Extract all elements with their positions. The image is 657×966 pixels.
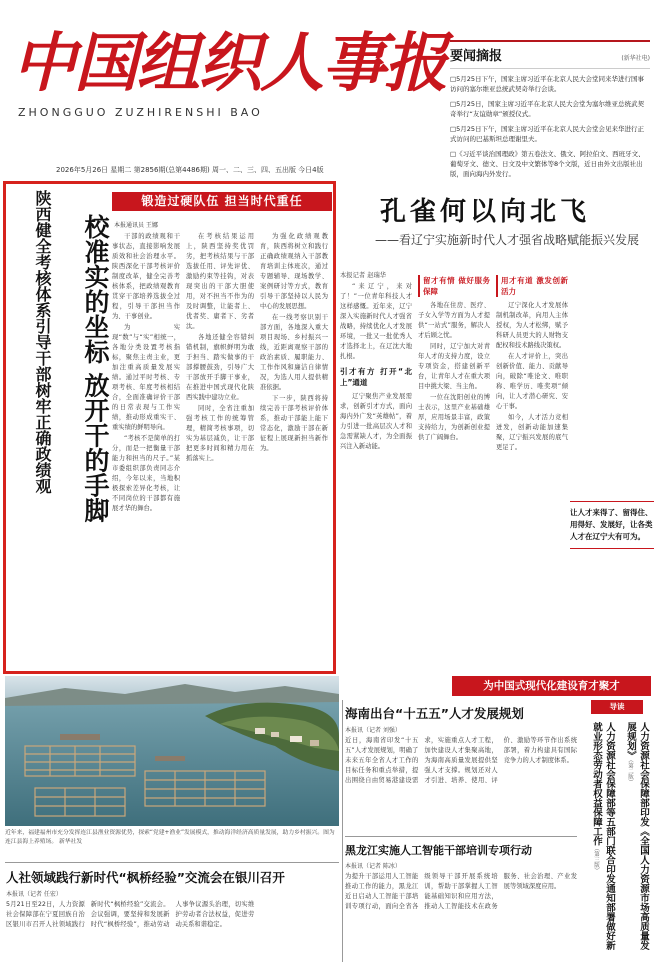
lead-column-2: 在考核结果运用上，陕西坚持奖优罚劣，把考核结果与干部选拔任用、评先评优、激励约束等挂钩，对表现突出的干部大胆使用，对不担当不作为的及时调整，让能者上、优者奖、庸者下、劣者汰。 各地还健全容错纠错机制，旗帜鲜明为敢于担当、踏实做事的干部撑腰鼓劲，引导广大干部放开手脚干事业，在推进中国式现代化陕西实践中建功立业。 同时，全省注重加强考核工作的统筹管理，精简考核事项，切实为基层减负，让干部把更多时间和精力用在抓落实上。	[186, 233, 254, 462]
story-body: 5月21日至22日，人力资源社会保障部在宁夏回族自治区银川市召开人社领域践行新时代“枫桥经验”交流会。会议强调，要坚持和发展新时代“枫桥经验”，推动劳动人事争议源头治理，切实维护劳动者合法权益，促进劳动关系和谐稳定。	[6, 901, 255, 928]
story-byline: 本报讯（记者 刘强）	[345, 727, 401, 734]
story-headline[interactable]: 黑龙江实施人工智能干部培训专项行动	[345, 844, 532, 857]
story-headline[interactable]: 海南出台“十五五”人才发展规划	[345, 706, 524, 721]
lead-subtitle: 陕西健全考核体系引导干部树牢正确政绩观	[33, 190, 52, 494]
digest-item[interactable]: □5月25日下午，国家主席习近平在北京人民大会堂会见来华进行正式访问的巴基斯坦总理谢里夫。	[450, 125, 645, 143]
digest-title: 要闻摘报	[450, 49, 503, 64]
newspaper-title: 中国组织人事报	[12, 26, 446, 101]
feature-headline[interactable]: 孔雀何以向北飞	[380, 197, 591, 227]
story-divider	[345, 836, 577, 837]
digest-source: (新华社电)	[621, 55, 650, 62]
section-banner: 为中国式现代化建设育才聚才	[452, 676, 651, 696]
photo-caption: 近年来，福建福州市充分发挥连江县渔业资源优势，探索“党建+渔业”发展模式，推动海洋经济高质量发展，助力乡村振兴。图为连江县海上养殖场。 新华社发	[5, 830, 335, 845]
digest-item[interactable]: □5月25日，国家主席习近平在北京人民大会堂为塞尔维亚总统武契奇举行“友谊勋章”颁授仪式。	[450, 100, 645, 118]
story-yinchuan[interactable]	[6, 868, 339, 962]
feature-subtitle: ——看辽宁实施新时代人才强省战略赋能振兴发展	[375, 233, 640, 247]
feature-section-head: 留才有情 做好服务保障	[418, 275, 490, 297]
story-body: 近日，海南省印发“十五五”人才发展规划，明确了未来五年全省人才工作的目标任务和重点举措，提出围绕自由贸易港建设需求，实施重点人才工程，加快建设人才集聚高地，为海南高质量发展提供坚强人才支撑。规划还对人才引进、培养、使用、评价、激励等环节作出系统部署，着力构建具有国际竞争力的人才制度体系。	[345, 737, 577, 784]
feature-section-head: 用才有道 激发创新活力	[496, 275, 568, 297]
guide-box	[582, 700, 652, 962]
story-headline[interactable]: 人社领域践行新时代“枫桥经验”交流会在银川召开	[6, 870, 285, 885]
lead-headline[interactable]: 校准实的坐标 放开干的手脚	[81, 214, 110, 523]
digest-item[interactable]: □《习近平谈治国理政》第五卷法文、俄文、阿拉伯文、西班牙文、葡萄牙文、德文、日文及中文繁体等8个文版，近日由外文出版社出版，面向海内外发行。	[450, 150, 645, 178]
feature-column-2: 留才有情 做好服务保障 各地在住房、医疗、子女入学等方面为人才提供“一站式”服务，解决人才后顾之忧。 同时，辽宁加大对青年人才的支持力度，设立专项资金，搭建创新平台，让青年人才在重大项目中挑大梁、当主角。 一位在沈阳创业的博士表示，这里产业基础雄厚，应用场景丰富，政策支持给力，为创新创业提供了广阔舞台。	[418, 276, 490, 441]
feature-section-head: 引才有方 打开“北上”通道	[340, 367, 412, 387]
digest-item[interactable]: □5月25日下午，国家主席习近平在北京人民大会堂同来华进行国事访问的塞尔维亚总统武契奇举行会谈。	[450, 75, 645, 93]
feature-pull-quote: 让人才来得了、留得住、用得好、发展好，让各类人才在辽宁大有可为。	[570, 501, 654, 549]
masthead	[12, 22, 446, 140]
lead-kicker: 锻造过硬队伍 担当时代重任	[112, 192, 332, 211]
feature-byline: 本报记者 赵瑞华	[340, 272, 387, 279]
lead-story[interactable]	[3, 181, 336, 674]
newspaper-pinyin: ZHONGGUO ZUZHIRENSHI BAO	[18, 106, 263, 119]
issue-info: 2026年5月26日 星期二 第2856期(总第4486期) 周一、二、三、四、五出版 今日4版	[56, 166, 324, 174]
story-byline: 本报讯（记者 任宏）	[6, 891, 62, 898]
story-body: 为提升干部运用人工智能推动工作的能力，黑龙江近日启动人工智能干部培训专项行动，面向全省各级领导干部开展系统培训，帮助干部掌握人工智能基础知识和应用方法，推动人工智能技术在政务服务、社会治理、产业发展等领域深度应用。	[345, 873, 577, 910]
story-divider	[5, 862, 339, 863]
lead-column-1: 干部的政绩观和干事状态，直接影响发展质效和社会治理水平。陕西深化干部考核评价制度改革，健全完善考核体系，把政绩观教育贯穿干部培养选拔全过程，引导干部担当作为、干事创业。 为实现“数”与“实”相统一，各地分类设置考核指标，聚焦主责主业，更加注重高质量发展实绩。通过平时考核、专项考核、年度考核相结合，全面准确评价干部的日常表现与工作实绩，推动形成重实干、重实绩的鲜明导向。 “考核不是简单的打分，而是一把衡量干部能力和担当的尺子。”某市委组织部负责同志介绍，今年以来，当地积极探索差异化考核，让不同岗位的干部都有施展才华的舞台。	[112, 233, 180, 512]
guide-tag: 导读	[591, 700, 643, 714]
news-digest	[450, 40, 650, 178]
guide-item[interactable]: 人力资源社会保障部印发《全国人力资源市场高质量发展规划》（第二版）	[625, 722, 649, 950]
news-photo[interactable]	[5, 676, 339, 826]
feature-story[interactable]	[340, 181, 654, 671]
coastal-aquaculture-photo	[5, 676, 339, 826]
story-byline: 本报讯（记者 陈冰）	[345, 863, 401, 870]
story-hainan[interactable]	[345, 704, 577, 826]
story-heilongjiang[interactable]	[345, 842, 577, 952]
lead-column-3: 为强化政绩观教育，陕西将树立和践行正确政绩观纳入干部教育培训主体班次，通过专题辅导、现场教学、案例研讨等方式，教育引导干部坚持以人民为中心的发展思想。 在一线考察识别干部方面，各地深入重大项目现场、乡村振兴一线，近距离观察干部的政治素质、履职能力、工作作风和廉洁自律情况，为选人用人提供精准依据。 下一步，陕西将持续完善干部考核评价体系，推动干部能上能下常态化，激励干部在新征程上展现新担当新作为。	[260, 233, 328, 452]
lead-byline: 本报通讯员 王娜	[114, 222, 158, 229]
guide-item[interactable]: 人力资源社会保障部等五部门联合印发通知部署做好新就业形态劳动者权益保障工作（第三版）	[591, 722, 615, 950]
feature-column-1: 本报记者 赵瑞华 “来辽宁，来对了！”一位青年科技人才这样感慨。近年来，辽宁深入实施新时代人才强省战略，持续优化人才发展环境，一批又一批优秀人才选择北上，在辽沈大地扎根。 引才有方 打开“北上”通道 辽宁聚焦产业发展需求，创新引才方式，面向海内外广发“英雄帖”，着力引进一批高层次人才和急需紧缺人才，为全面振兴注入新动能。	[340, 272, 412, 450]
column-divider	[342, 700, 343, 962]
feature-column-3: 用才有道 激发创新活力 辽宁深化人才发展体制机制改革，向用人主体授权，为人才松绑，赋予科研人员更大的人财物支配权和技术路线决策权。 在人才评价上，突出创新价值、能力、贡献导向，破除“唯论文、唯职称、唯学历、唯奖项”倾向，让人才潜心研究、安心干事。 如今，人才活力竞相迸发，创新动能加速集聚，辽宁振兴发展的底气更足了。	[496, 276, 568, 451]
